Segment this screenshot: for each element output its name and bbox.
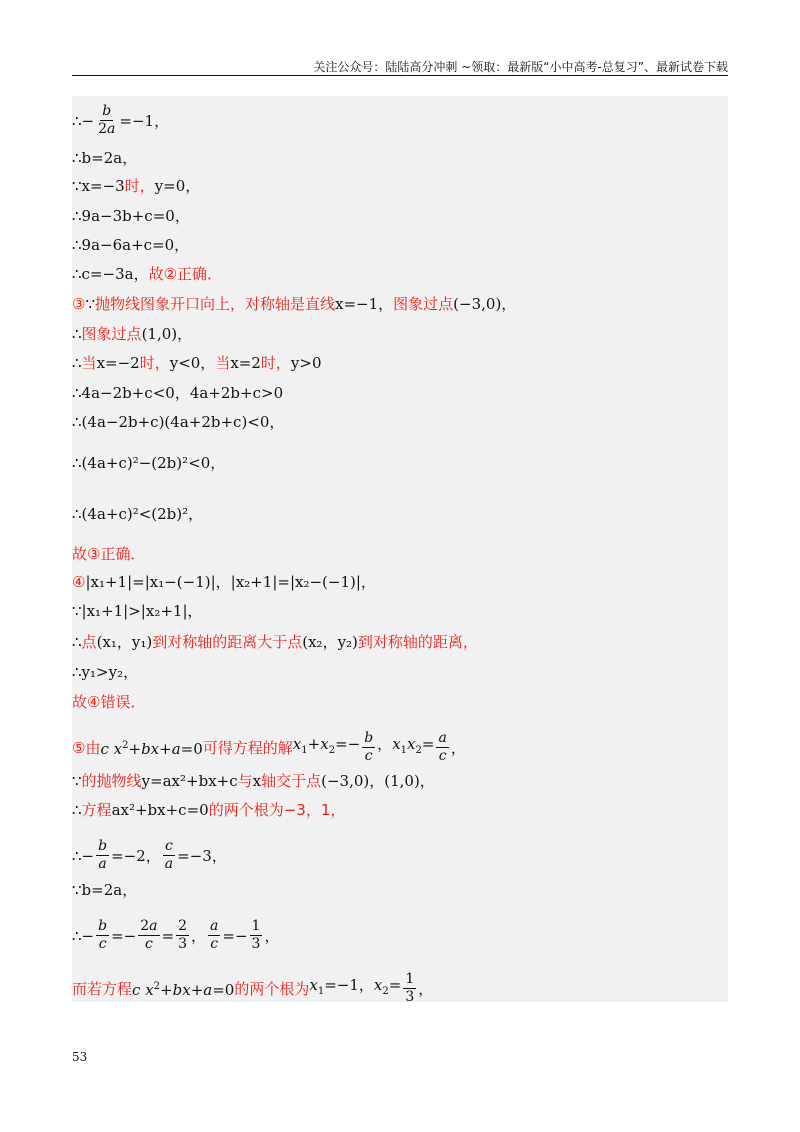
line-12: ∴(4a+c)²−(2b)²<0， — [72, 454, 226, 472]
line-17: ∴ 点 (x₁，y₁) 到对称轴的距离大于点 (x₂，y₂) 到对称轴的距离， — [72, 633, 478, 651]
fraction-c-over-a: $\frac{c}{a}$ — [164, 838, 174, 872]
fraction-a-over-c: $\frac{a}{c}$ — [438, 730, 447, 764]
fraction-1-over-3-root: $\frac{1}{3}$ — [405, 971, 415, 1005]
line-19: 故④错误． — [72, 693, 146, 711]
line-25: ∴− $\frac{b}{c}$ =− $\frac{2a}{c}$ = $\frac{2}{3}$ ， $\frac{a}{c}$ =− $\frac{1}{3}$ ， — [72, 918, 280, 952]
page-number: 53 — [72, 1050, 88, 1064]
line-11: ∴(4a−2b+c)(4a+2b+c)<0， — [72, 413, 285, 431]
fraction-a-over-c-2: $\frac{a}{c}$ — [210, 918, 219, 952]
fraction-1-over-3: $\frac{1}{3}$ — [251, 918, 261, 952]
line-22: ∴ 方程 ax²+bx+c=0 的两个根为 −3，1， — [72, 801, 346, 819]
line-7: ③ ∵ 抛物线图象开口向上，对称轴是直线 x=−1， 图象过点 (−3,0)， — [72, 295, 517, 313]
fraction-b-over-2a: $\frac{b}{2a}$ — [98, 103, 116, 137]
line-1: ∴− $\frac{b}{2a}$ =−1， — [72, 103, 170, 137]
line-13: ∴(4a+c)²<(2b)²， — [72, 505, 204, 523]
line-14: 故③正确． — [72, 545, 146, 563]
line-9: ∴ 当 x=−2 时， y<0， 当 x=2 时， y>0 — [72, 354, 322, 372]
fraction-b-over-c-2: $\frac{b}{c}$ — [98, 918, 108, 952]
line-10: ∴4a−2b+c<0，4a+2b+c>0 — [72, 384, 284, 402]
line-20: ⑤由 c $x^2+bx+a=0$ 可得方程的解 $x_1+x_2=-$ $\frac{b}{c}$ ，$x_1x_2=$ $\frac{a}{c}$ ， — [72, 730, 466, 764]
header-divider — [72, 75, 728, 76]
line-6: ∴c=−3a， 故②正确． — [72, 265, 223, 283]
page-header: 关注公众号：陆陆高分冲刺 ~领取：最新版“小中高考-总复习”、最新试卷下载 — [313, 60, 728, 74]
fraction-2a-over-c: $\frac{2a}{c}$ — [140, 918, 158, 952]
line-3: ∵x=−3 时， y=0， — [72, 177, 201, 195]
solution-panel — [72, 96, 728, 1005]
line-5: ∴9a−6a+c=0， — [72, 236, 190, 254]
line-16: ∵|x₁+1|>|x₂+1|， — [72, 602, 203, 620]
line-23: ∴− $\frac{b}{a}$ =−2， $\frac{c}{a}$ =−3， — [72, 838, 227, 872]
line-8: ∴ 图象过点 (1,0)， — [72, 325, 193, 343]
line-24: ∵b=2a， — [72, 881, 138, 899]
line-4: ∴9a−3b+c=0， — [72, 207, 190, 225]
line-26: 而若方程 c $x^2+bx+a=0$ 的两个根为 $x_1=-1$，$x_2=$ $\frac{1}{3}$ ， — [72, 971, 434, 1005]
fraction-b-over-a: $\frac{b}{a}$ — [98, 838, 108, 872]
fraction-b-over-c: $\frac{b}{c}$ — [364, 730, 374, 764]
line-15: ④ |x₁+1|=|x₁−(−1)|，|x₂+1|=|x₂−(−1)|， — [72, 573, 376, 591]
line-18: ∴y₁>y₂， — [72, 663, 139, 681]
line-2: ∴b=2a， — [72, 149, 138, 167]
line-21: ∵ 的抛物线 y=ax²+bx+c 与 x 轴交于点 (−3,0)，(1,0)， — [72, 772, 435, 790]
fraction-2-over-3: $\frac{2}{3}$ — [178, 918, 188, 952]
